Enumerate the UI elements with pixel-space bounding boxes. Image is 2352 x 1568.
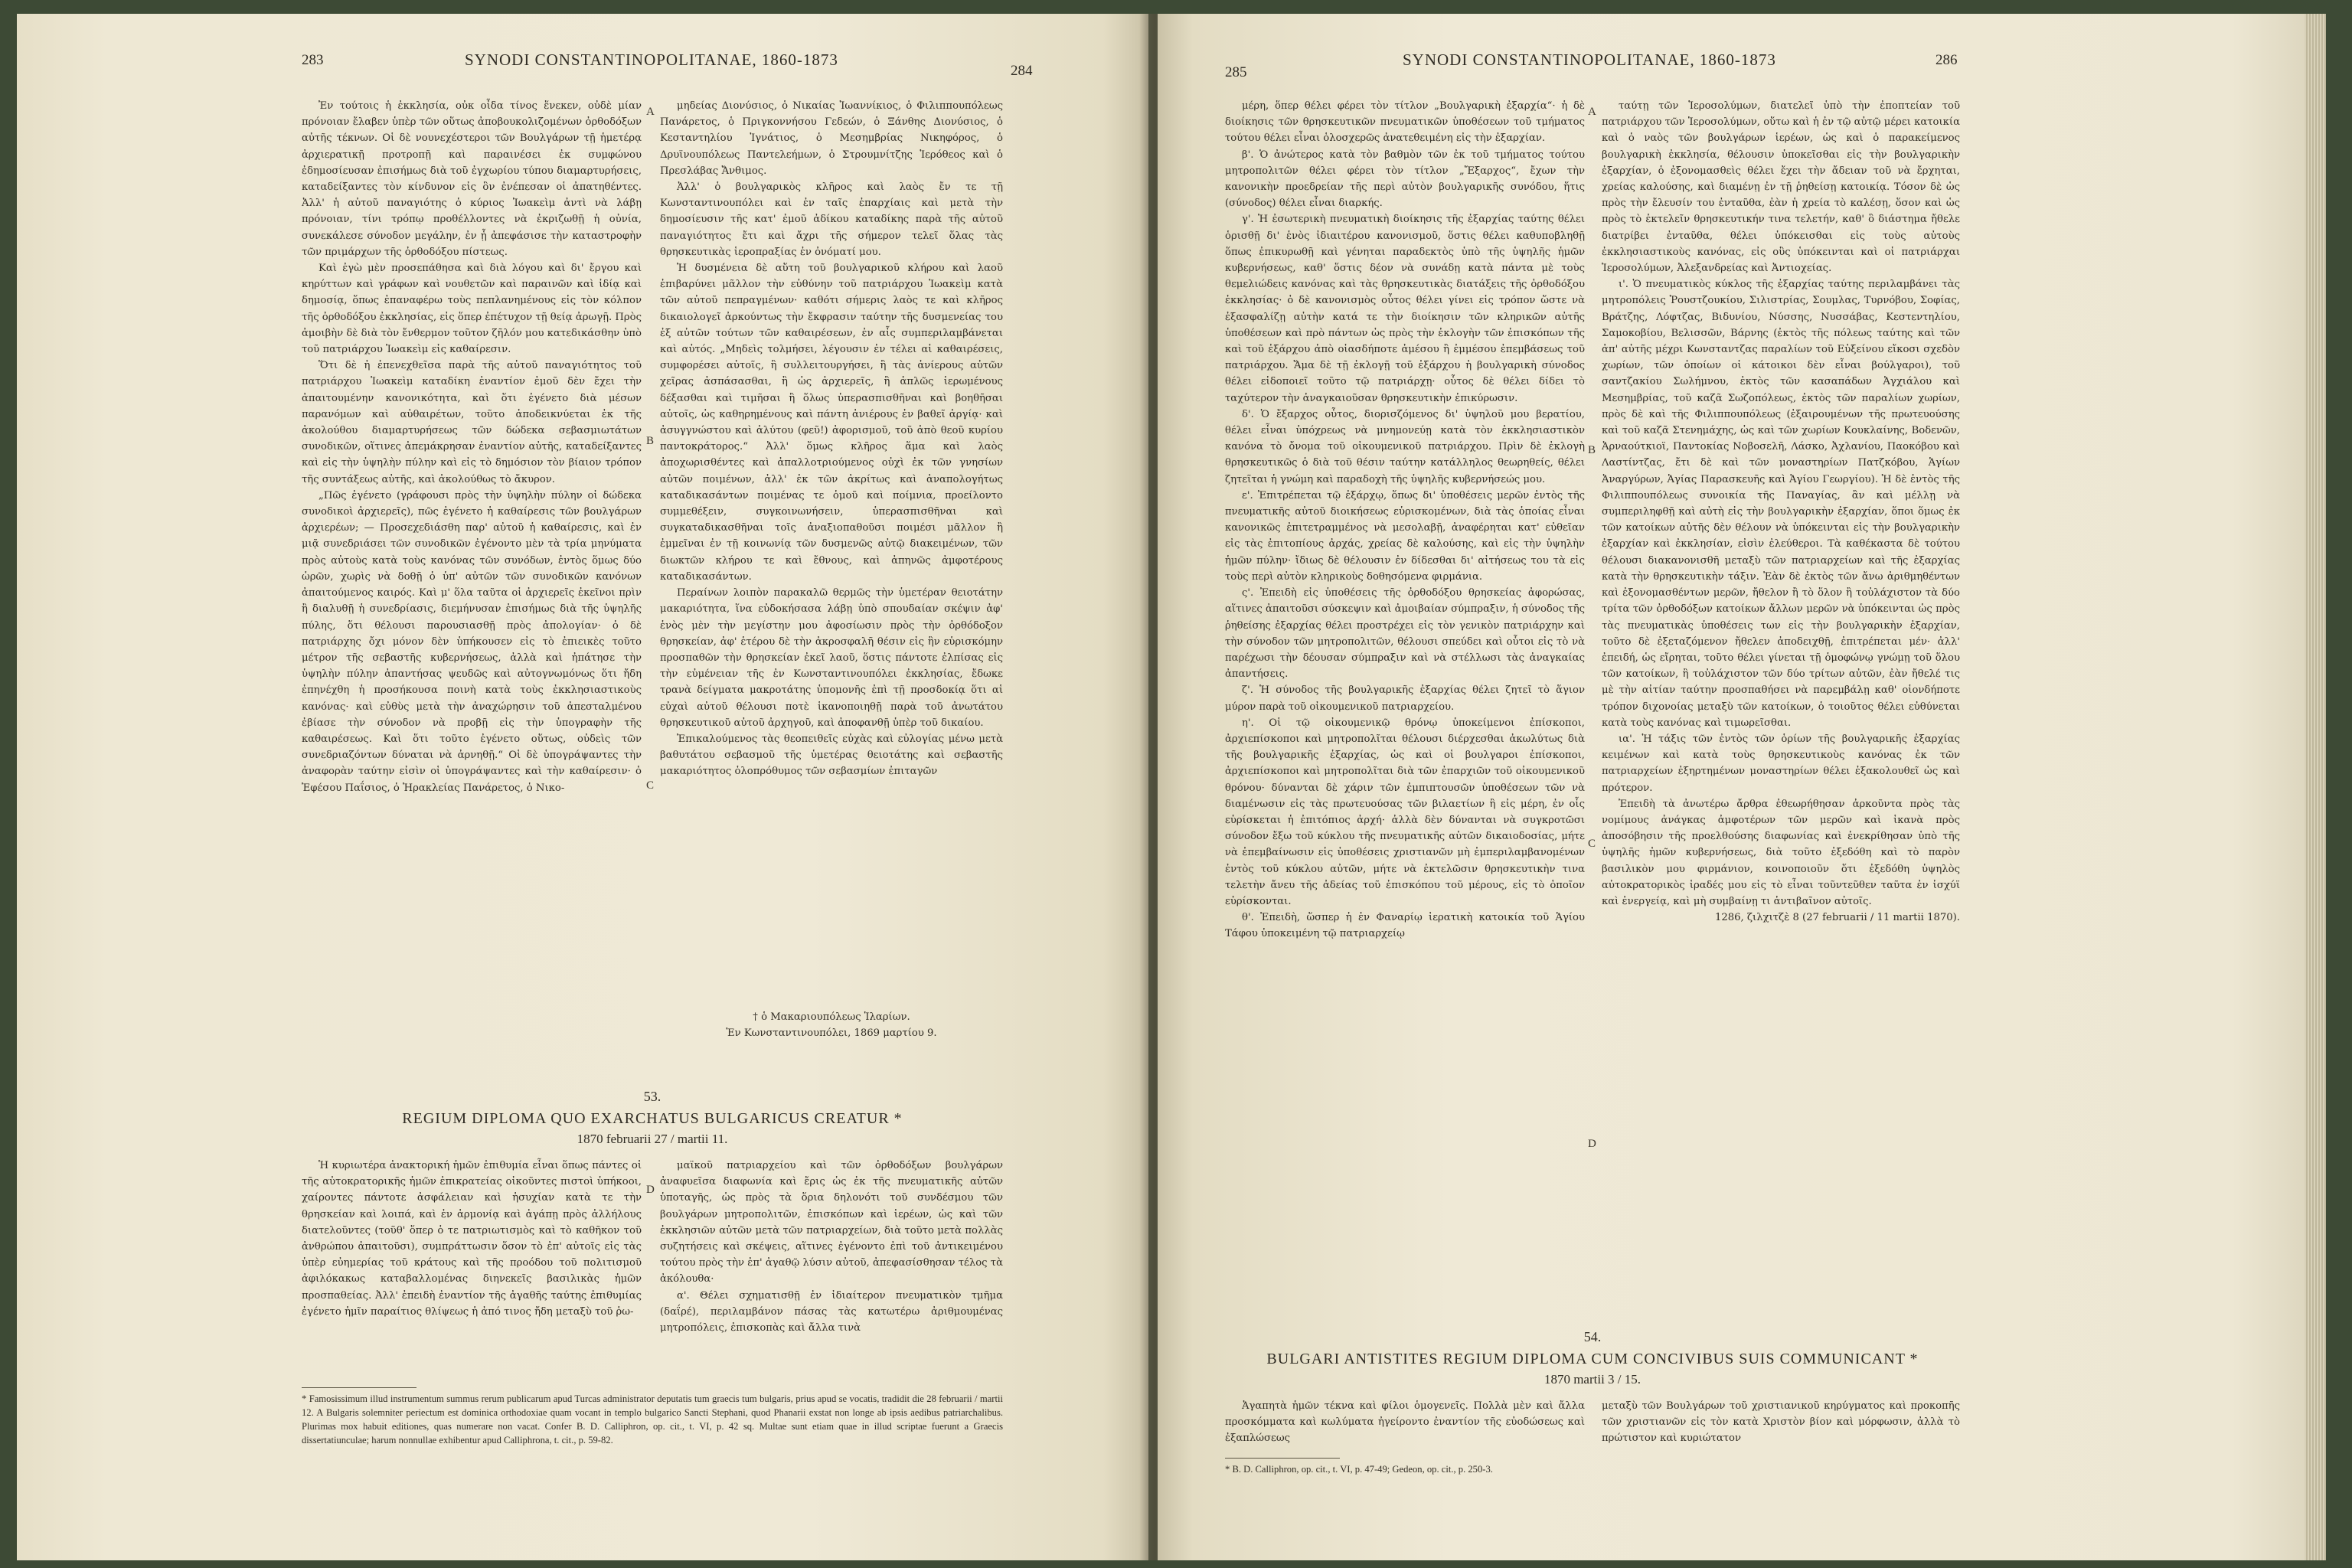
margin-letter: A [1588, 106, 1596, 118]
paragraph: Ἐν τούτοις ἡ ἐκκλησία, οὐκ οἶδα τίνος ἕνεκεν, οὐδὲ μίαν πρόνοιαν ἔλαβεν ὑπὲρ τῶν οὕτως ἀποβουκολιζομένων ὀρθοδόξων αὐτῆς τέκνων. Οἱ δὲ νουνεχέστεροι τῶν Βουλγάρων τῇ ἡμετέρᾳ ἀρχιερατικῇ προτροπῇ καὶ παραινέσει ἐκ συμφώνου ἐδημοσίευσαν ἐπισήμως διὰ τοῦ ἐγχωρίου τύπου διαμαρτυρήσεις, καταδείξαντες τὸν κίνδυνον εἰς ὃν ἐνέπεσαν οἱ ἀπατηθέντες. Ἀλλ' ἡ αὐτοῦ παναγιότης ὁ κύριος Ἰωακεὶμ ἀντὶ νὰ λάβῃ πρόνοιαν, τίνι τρόπῳ προθέλλοντες νὰ ἐκριζωθῇ ἡ οὐνία, συνεκάλεσε σύνοδον μεγάλην, ἐν ᾗ ἀπεφάσισε τὴν καταστροφὴν τῶν πριμάρχων τῆς ὀρθοδόξου πίστεως. [302, 100, 642, 258]
page-number: 283 [302, 52, 324, 68]
text-column-right [660, 98, 1003, 1005]
signature-block [660, 1009, 1003, 1046]
page-number: 284 [1011, 63, 1033, 79]
book-spread [17, 14, 2326, 1560]
margin-letter: A [646, 106, 655, 118]
page-edges [2305, 14, 2326, 1560]
paragraph: μέρη, ὅπερ θέλει φέρει τὸν τίτλον „Βουλγαρικὴ ἐξαρχία“· ἡ δὲ διοίκησις τῶν θρησκευτικῶν πνευματικῶν ὑποθέσεων τοῦ τμήματος τούτου θέλει εἶναι ὁλοσχερῶς ἀνατεθειμένη εἰς τὴν ἐξαρχίαν. [1225, 100, 1585, 145]
paragraph: ια'. Ἡ τάξις τῶν ἐντὸς τῶν ὁρίων τῆς βουλγαρικῆς ἐξαρχίας κειμένων καὶ κατὰ τοὺς θρησκευτικοὺς κανόνας ἐκ τῶν πατριαρχείων ἐξηρτημένων μοναστηρίων θέλει ἐξακολουθεῖ ὡς καὶ πρότερον. [1602, 733, 1960, 794]
paragraph: μηδείας Διονύσιος, ὁ Νικαίας Ἰωαννίκιος, ὁ Φιλιππουπόλεως Πανάρετος, ὁ Πριγκοννήσου Γεδεών, ὁ Ξάνθης Διονύσιος, ὁ Κεσταντηλίου Ἰγνάτιος, ὁ Μεσημβρίας Νικηφόρος, ὁ Δρυϊνουπόλεως Παντελεήμων, ὁ Στρουμνίτζης Ἱερόθεος καὶ ὁ Πρεσλάβας Ἄνθιμος. [660, 100, 1003, 177]
margin-letter: C [646, 779, 655, 792]
paragraph: Ἡ κυριωτέρα ἀνακτορική ἡμῶν ἐπιθυμία εἶναι ὅπως πάντες οἱ τῆς αὐτοκρατορικῆς ἡμῶν ἐπικρατείας οἰκοῦντες πιστοὶ ὑπήκοοι, χαίροντες πάντοτε ἀσφάλειαν καὶ ἡσυχίαν κατὰ τε τὴν θρησκείαν καὶ λοιπά, καὶ ἐν ἁρμονίᾳ καὶ ἀγάπῃ πρὸς ἀλλήλους διατελοῦντες (τοῦθ' ὅπερ ὁ τε πατριωτισμὸς καὶ τὸ καθῆκον τοῦ ἀνθρώπου ἀπαιτοῦσι), συμπράττωσιν ὅσον τὸ ἐπ' αὐτοῖς εἰς τὰς ὑπὲρ εὐημερίας τοῦ κράτους καὶ τῆς προόδου τοῦ πολιτισμοῦ ἀφιλόκακως καταβαλλομένας διηνεκεῖς βασιλικὰς ἡμῶν προσπαθείας. Ἀλλ' ἐπειδὴ ἐναντίον τῆς ἀγαθῆς ταύτης ἐπιθυμίας ἐγένετο ἡμῖν παραίτιος θλίψεως ἡ ἀπό τινος ἤδη μεταξὺ τοῦ ῥω- [302, 1160, 642, 1318]
paragraph: θ'. Ἐπειδὴ, ὥσπερ ἡ ἐν Φαναρίῳ ἱερατικὴ κατοικία τοῦ Ἁγίου Τάφου ὑποκειμένη τῷ πατριαρχείῳ [1225, 912, 1585, 940]
paragraph: „Πῶς ἐγένετο (γράφουσι πρὸς τὴν ὑψηλὴν πύλην οἱ δώδεκα συνοδικοὶ ἀρχιερεῖς), πῶς ἐγένετο ἡ καθαίρεσις τῶν βουλγάρων ἀρχιερέων; — Προσεχεδιάσθη παρ' αὐτοῦ ἡ καθαίρεσις, καὶ ἐν μιᾷ συνεδριάσει τῶν συνοδικῶν ἐγένοντο μὲν τὰ τρία μηνύματα πρὸς αὐτοὺς κατὰ τοὺς κανόνας τῶν συνόδων, ἐντὸς ὅμως δύο ὡρῶν, χωρὶς νὰ δοθῇ ὁ ὑπ' αὐτῶν τῶν συνοδικῶν κανόνων ἀπαιτούμενος καιρός. Καὶ μ' ὅλα ταῦτα οἱ ἀρχιερεῖς ἐκεῖνοι πρὶν ἢ διαλυθῇ ἡ συνεδρίασις, διεμήνυσαν ἐπισήμως διὰ τῆς ὑψηλῆς πύλης, ὅτι θέλουσι παρουσιασθῇ πρὸς ἀπολογίαν· ὁ δὲ πατριάρχης ὄχι μόνον δὲν ὑπήκουσεν εἰς τὸ ἐπιεικὲς τοῦτο μέτρον τῆς σεβαστῆς κυβερνήσεως, ἀλλὰ καὶ ἠπάτησε τὴν ὑψηλὴν πύλην ἀπαντήσας ψευδῶς καὶ αὐτογνωμόνως ὅτι ἤδη ἐπηνέχθη ἡ προσήκουσα ποινὴ κατὰ τοὺς ἐκκλησιαστικοὺς κανόνας· καὶ εὐθὺς μετὰ τὴν ἀναχώρησιν τοῦ ἀπεσταλμένου ἐβίασε τὴν σύνοδον νὰ προβῇ εἰς τὴν ὑπογραφὴν τῆς καθαιρέσεως. Καὶ ὅτι τοῦτο ἐγένετο οὕτως, οὐδεὶς τῶν συνεδριαζόντων δύναται νὰ ἀρνηθῇ.“ Οἱ δὲ ὑπογράψαντες τὴν ἀναφορὰν ταύτην εἰσὶν οἱ ὑπογράψαντες καὶ τὴν καθαίρεσιν· ὁ Ἐφέσου Παΐσιος, ὁ Ἡρακλείας Πανάρετος, ὁ Νικο- [302, 489, 642, 794]
margin-letter: B [1588, 444, 1596, 456]
paragraph: μαϊκοῦ πατριαρχείου καὶ τῶν ὀρθοδόξων βουλγάρων ἀναφυεῖσα διαφωνία καὶ ἔρις ὡς ἐκ τῆς πνευματικῆς αὐτῶν ὑποταγῆς, ὡς πρὸς τὰ ὅρια δηλονότι τοῦ συνδέσμου τῶν βουλγάρων μητροπολιτῶν, ἐπισκόπων καὶ ἱερέων, ὡς καὶ τῶν ἐκκλησιῶν αὐτῶν μετὰ τῶν πατριαρχείων, διὰ τοῦτο μετὰ πολλὰς συζητήσεις καὶ σκέψεις, αἵτινες ἐγένοντο ἐπὶ τοῦ ἀντικειμένου τούτου πρὸς τὴν ἐπ' ἀγαθῷ λύσιν αὐτοῦ, ἀπεφασίσθησαν τέλος τὰ ἀκόλουθα· [660, 1160, 1003, 1285]
paragraph: Ἐπειδὴ τὰ ἀνωτέρω ἄρθρα ἐθεωρήθησαν ἀρκοῦντα πρὸς τὰς νομίμους ἀνάγκας ἀμφοτέρων τῶν μερῶν καὶ ἱκανὰ πρὸς ἀποσόβησιν τῆς προελθούσης διαφωνίας καὶ ἐνεκρίθησαν ὑπὸ τῆς ὑψηλῆς ἡμῶν κυβερνήσεως, διὰ τοῦτο ἐξεδόθη καὶ τὸ παρὸν βασιλικὸν μου φιρμάνιον, κοινοποιοῦν ὅτι ἐξεδόθη ὑψηλὸς αὐτοκρατορικὸς ἱραδές μου εἰς τὸ εἶναι τοῦντεῦθεν ταῦτα ἐν ἰσχύϊ καὶ ἐνεργείᾳ, καὶ μὴ συμβαίνῃ τι ἀντιβαῖνον αὐτοῖς. [1602, 798, 1960, 907]
margin-letter: B [646, 435, 655, 447]
margin-letter: D [646, 1184, 655, 1196]
paragraph: η'. Οἱ τῷ οἰκουμενικῷ θρόνῳ ὑποκείμενοι ἐπίσκοποι, ἀρχιεπίσκοποι καὶ μητροπολῖται θέλουσι διέρχεσθαι ἀκωλύτως διὰ τῆς βουλγαρικῆς ἐξαρχίας, ὡς καὶ οἱ βουλγαροι ἐπίσκοποι, ἀρχιεπίσκοποι καὶ μητροπολῖται διὰ τῶν ἐπαρχιῶν τοῦ οἰκουμενικοῦ θρόνου· δύνανται δὲ χάριν τῶν ἐμπιπτουσῶν ὑποθέσεων τῶν νὰ διαμένωσιν εἰς τὰς πρωτευούσας τῶν βιλαετίων ἢ εἰς μέρη, ἐν οἷς εὑρίσκεται ἡ ἐπιτόπιος ἀρχή· ἀλλὰ δὲν δύνανται νὰ συγκροτῶσι σύνοδον ἔξω τοῦ κύκλου τῆς πνευματικῆς αὐτῶν δικαιοδοσίας, μήτε νὰ ἐπεμβαίνωσιν εἰς ὑποθέσεις χριστιανῶν μὴ ἐμπεριλαμβανομένων ἐντὸς τοῦ κύκλου αὐτῶν, μήτε νὰ ἐκτελῶσιν θρησκευτικὴν τινα τελετὴν ἄνευ τῆς ἀδείας τοῦ ἐπισκόπου τοῦ μέρους, εἰς τὸ ὁποῖον εὑρίσκονται. [1225, 717, 1585, 907]
diploma-column-right [660, 1158, 1003, 1384]
paragraph: ταύτῃ τῶν Ἱεροσολύμων, διατελεῖ ὑπὸ τὴν ἐποπτείαν τοῦ πατριάρχου τῶν Ἱεροσολύμων, οὕτω καὶ ἡ ἐν τῷ αὐτῷ μέρει κατοικία καὶ ὁ ναὸς τῶν βουλγάρων ἱερέων, ὡς καὶ ὁ παρακείμενος βουλγαρικὴ ἐκκλησία, θέλουσιν ὑποκεῖσθαι εἰς τὴν βουλγαρικὴν ἐξαρχίαν, ὁ ἐξονομασθεὶς θέλει ἔχει τὴν ἄδειαν τοῦ νὰ ἔρχηται, χρείας καλούσης, καὶ διαμένῃ ἐν τῇ ῥηθείσῃ κατοικίᾳ. Τόσον δὲ ὡς πρὸς τὴν ἔλευσίν του ἐνταῦθα, ἐὰν ἡ χρεία τὸ καλέσῃ, ὅσον καὶ ὡς πρὸς τὸ ἐκτελεῖν θρησκευτικήν τινα τελετήν, καθ' ὃ διάστημα ἤθελε διατρίβει ἐνταῦθα, θέλει ὑπόκεισθαι εἰς τοὺς αὐτοὺς ἐκκλησιαστικοὺς κανόνας, εἰς οὓς ὑπόκεινται καὶ οἱ πατριάρχαι Ἱεροσολύμων, Ἀλεξανδρείας καὶ Ἀντιοχείας. [1602, 100, 1960, 275]
paragraph: α'. Θέλει σχηματισθῇ ἐν ἰδιαίτερον πνευματικὸν τμῆμα (δαΐρέ), περιλαμβάνον πάσας τὰς κατωτέρω ἀριθμουμένας μητροπόλεις, ἐπισκοπὰς καὶ ἄλλα τινὰ [660, 1289, 1003, 1334]
paragraph: ι'. Ὁ πνευματικὸς κύκλος τῆς ἐξαρχίας ταύτης περιλαμβάνει τὰς μητροπόλεις Ῥουστζουκίου, Σιλιστρίας, Σουμλας, Τυρνόβου, Σοφίας, Βράτζης, Λόφτζας, Βιδυνίου, Νύσσης, Νυσσάβας, Κεστεντηλίου, Σαμοκοβίου, Βελισσῶν, Βάρνης (ἐκτὸς τῆς πόλεως ταύτης καὶ τῶν ἀπ' αὐτῆς μέχρι Κωνσταντζας παραλίων τοῦ Εὐξείνου εἴκοσι σχεδὸν χωρίων, τῶν ὁποίων οἱ κάτοικοι δὲν εἶναι βούλγαροι), τοῦ σαντζακίου Σωλήμνου, ἐκτὸς τῶν κασαπάδων Ἀγχιάλου καὶ Μεσημβρίας, τοῦ καζᾶ Σωζοπόλεως, ἐκτὸς τῶν παραλίων χωρίων, πρὸς δὲ καὶ τῆς Φιλιππουπόλεως (ἐξαιρουμένων τῆς πρωτευούσης καὶ τοῦ καζᾶ Στενημάχης, ὡς καὶ τῶν χωρίων Κουκλαίνης, Βοδενῶν, Ἀρναούτκιοϊ, Παντοκίας Νοβοσελῆ, Λάσκο, Ἀχλανίου, Παοκόβου καὶ Λαστίντζας, ἔτι δὲ καὶ τῶν μοναστηρίων Πατζκόβου, Ἁγίων Ἀναργύρων, Ἁγίας Παρασκευῆς καὶ Ἁγίου Γεωργίου). Ἡ δὲ ἐντὸς τῆς Φιλιππουπόλεως συνοικία τῆς Παναγίας, ἂν καὶ μέλλῃ νὰ συμπεριληφθῇ καὶ αὐτὴ εἰς τὴν βουλγαρικὴν ἐξαρχίαν, ὅποι ὅμως ἐκ τῶν κατοίκων αὐτῆς δὲν θέλουν νὰ ὑπόκεινται εἰς τὴν βουλγαρικὴν ἐξαρχίαν καὶ ἐκκλησίαν, εἰσὶν ἐλεύθεροι. Τὰ καθέκαστα δὲ τούτου θέλουσι διακανονισθῆ μεταξὺ τῶν πατριαρχείων καὶ τῆς ἐξαρχίας κατὰ τὴν θρησκευτικὴν τάξιν. Ἐὰν δὲ ἐκτὸς τῶν ἄνω ἀριθμηθέντων καὶ ἐξονομασθέντων μερῶν, ἤθελον ἢ τὸ ὅλον ἢ τοὐλάχιστον τὰ δύο τρίτα τῶν ὀρθοδόξων κατοίκων ἄλλων μερῶν νὰ ὑπόκεινται ὡς πρὸς τὰς πνευματικὰς ὑποθέσεις των εἰς τὴν βουλγαρικὴν ἐξαρχίαν, τοῦτο δὲ ἐξεταζόμενον ἤθελεν ἀποδειχθῇ, ἐπιτρέπεται μέν· ἀλλ' ἐπειδή, ὡς εἴρηται, τοῦτο θέλει γίνεται τῇ ὁμοφώνῳ γνώμῃ τοῦ ὅλου τῶν κατοίκων, ἢ τοὐλάχιστον τῶν δύο τρίτων αὐτῶν, ἐὰν ἤθελέ τις μὲ τὴν αἰτίαν ταύτην προσπαθήσει νὰ παρεμβάλῃ καθ' οἱονδήποτε τρόπον διχονοίας μεταξὺ τῶν κατοίκων, ὁ τοιοῦτος θέλει εὐθύνεται κατὰ τοὺς κανόνας καὶ τιμωρεῖσθαι. [1602, 279, 1960, 729]
footnote-rule [302, 1387, 416, 1388]
paragraph: Ἐπικαλούμενος τὰς θεοπειθεῖς εὐχὰς καὶ εὐλογίας μένω μετὰ βαθυτάτου σεβασμοῦ τῆς ὑμετέρας θειοτάτης καὶ σεβαστῆς μακαριότητος ὁλοπρόθυμος τῶν σεβασμίων ἐπιταγῶν [660, 733, 1003, 778]
paragraph: μεταξὺ τῶν Βουλγάρων τοῦ χριστιανικοῦ κηρύγματος καὶ προκοπῆς τῶν χριστιανῶν εἰς τὸν κατὰ Χριστὸν βίον καὶ μόρφωσιν, ἀλλὰ τὸ πρώτιστον καὶ κυριώτατον [1602, 1400, 1960, 1445]
document-number: 54. [1583, 1329, 1602, 1344]
document-date: 1870 februarii 27 / martii 11. [577, 1132, 728, 1146]
paragraph: ς'. Ἐπειδὴ εἰς ὑποθέσεις τῆς ὀρθοδόξου θρησκείας ἀφορώσας, αἵτινες ἀπαιτοῦσι σύσκεψιν καὶ ἀμοιβαίαν σύμπραξιν, ἡ σύνοδος τῆς ῥηθείσης ἐξαρχίας θέλει προστρέχει εἰς τὸν γενικὸν πατριάρχην καὶ τὴν σύνοδον τῶν μητροπολιτῶν, θέλουσι σπεύδει καὶ οὗτοι εἰς τὸ νὰ παρέχωσι τὴν δέουσαν σύμπραξιν καὶ νὰ στέλλωσι τὰς ἀναγκαίας ἀπαντήσεις. [1225, 587, 1585, 681]
document-number: 53. [643, 1089, 662, 1104]
paragraph: Καὶ ἐγὼ μὲν προσεπάθησα καὶ διὰ λόγου καὶ δι' ἔργου καὶ κηρύττων καὶ γράφων καὶ νουθετῶν καὶ παραινῶν καὶ ἰδίᾳ καὶ δημοσίᾳ, ὅπως ἐπαναφέρω τοὺς πεπλανημένους εἰς τὸν κόλπον τῆς ὀρθοδόξου ἐκκλησίας, εἰς ὅπερ ἐπέτυχον τῇ θείᾳ ἀρωγῇ. Πρὸς ἀμοιβὴν δὲ διὰ τὸν ἔνθερμον τοῦτον ζῆλόν μου κατεδικάσθην ὑπὸ τοῦ πατριάρχου Ἰωακεὶμ εἰς καθαίρεσιν. [302, 263, 642, 356]
footnote: * B. D. Calliphron, op. cit., t. VI, p. 47-49; Gedeon, op. cit., p. 250-3. [1225, 1464, 1493, 1475]
margin-letter: C [1588, 838, 1596, 850]
paragraph: Περαίνων λοιπὸν παρακαλῶ θερμῶς τὴν ὑμετέραν θειοτάτην μακαριότητα, ἵνα εὐδοκήσασα λάβῃ ὑπὸ σπουδαίαν σκέψιν ἀφ' ἑνὸς μὲν τὴν μεγίστην μου ἀφοσίωσιν πρὸς τὴν ὀρθόδοξον θρησκείαν, ἀφ' ἑτέρου δὲ τὴν ἀκροσφαλῆ θέσιν εἰς ἣν εὑρισκόμην προσπαθῶν τὴν θρησκείαν ἐκεῖ λαοῦ, ὅστις πάντοτε ἐλπίσας εἰς τὴν εὐμένειαν τῆς ἐν Κωνσταντινουπόλει ἐκκλησίας, ἔδωκε τρανὰ δείγματα μακροτάτης ὑπομονῆς ἐπὶ τῇ προσδοκίᾳ ὅτι αἱ εὐχαὶ αὐτοῦ θέλουσι ποτὲ ἱκανοποιηθῇ παρὰ τοῦ ἀνωτάτου θρησκευτικοῦ αὐτοῦ ἀρχηγοῦ, καὶ ἀποφανθῇ ὑπὲρ τοῦ δικαίου. [660, 587, 1003, 729]
footnote-rule [1225, 1458, 1340, 1459]
paragraph: γ'. Ἡ ἐσωτερικὴ πνευματικὴ διοίκησις τῆς ἐξαρχίας ταύτης θέλει ὁρισθῇ δι' ἑνὸς ἰδιαιτέρου κανονισμοῦ, ὅστις θέλει καθυποβληθῇ ὅπως ἐπικυρωθῇ καὶ γένηται παραδεκτὸς ὑπὸ τῆς ὑψηλῆς ἡμῶν κυβερνήσεως, καθ' ὅστις δέον νὰ συνάδῃ κατὰ πάντα μὲ τοὺς θεμελιώδεις κανόνας καὶ τὰς θρησκευτικὰς διατάξεις τῆς ὀρθοδόξου ἐκκλησίας· ὁ δὲ κανονισμὸς οὗτος θέλει γίνει εἰς τρόπον ὥστε νὰ ἐξασφαλίζῃ αὐτὴν κατά τε τὴν διοίκησιν τῶν κληρικῶν αὐτῆς ὑποθέσεων καὶ πρὸ πάντων ὡς πρὸς τὴν ἐκλογὴν τῶν ἐπισκόπων τῆς καὶ τοῦ ἐξάρχου ἀπὸ οἱασδήποτε ἀμέσου ἢ ἐμμέσου ἐπεμβάσεως τοῦ πατριάρχου. Ἅμα δὲ τῇ ἐκλογῇ τοῦ ἐξάρχου ἡ βουλγαρικὴ σύνοδος θέλει εἰδοποιεῖ τοῦτο τῷ πατριάρχῃ· οὗτος δὲ θέλει δίδει τὸ ταχύτερον τὴν ἀναγκαιοῦσαν θρησκευτικὴν ἐπικύρωσιν. [1225, 214, 1585, 404]
margin-letter: D [1588, 1138, 1596, 1150]
text-column-right [1602, 98, 1960, 1312]
letter-column-left [1225, 1398, 1585, 1449]
paragraph: Ἀγαπητὰ ἡμῶν τέκνα καὶ φίλοι ὁμογενεῖς. Πολλὰ μὲν καὶ ἄλλα προσκόμματα καὶ κωλύματα ἠγείροντο ἐναντίον τῆς εὐοδώσεως καὶ ἐξαπλώσεως [1225, 1400, 1585, 1445]
signature-place-date: Ἐν Κωνσταντινουπόλει, 1869 μαρτίου 9. [726, 1027, 937, 1040]
right-page [1158, 14, 2326, 1560]
running-header: SYNODI CONSTANTINOPOLITANAE, 1860-1873 [1403, 51, 1776, 69]
signature: † ὁ Μακαριουπόλεως Ἱλαρίων. [753, 1011, 910, 1023]
page-number: 286 [1936, 52, 1958, 68]
paragraph: δ'. Ὁ ἔξαρχος οὗτος, διορισζόμενος δι' ὑψηλοῦ μου βερατίου, θέλει εἶναι ὑπόχρεως νὰ μνημονεύῃ κατὰ τὸν ἐκκλησιαστικὸν κανόνα τὸ ὄνομα τοῦ οἰκουμενικοῦ πατριάρχου. Πρὶν δὲ ἐκλογὴ θρησκευτικῶς ὁ διὰ τοῦ θέσιν ταύτην κατάλληλος θεωρηθείς, θέλει ζητεῖται ἡ γνώμη καὶ παραδοχὴ τῆς ὑψηλῆς κυβερνήσεώς μου. [1225, 408, 1585, 485]
running-header: SYNODI CONSTANTINOPOLITANAE, 1860-1873 [465, 51, 838, 69]
letter-column-right [1602, 1398, 1960, 1449]
date-line: 1286, ζιλχιτζὲ 8 (27 februarii / 11 martii 1870). [1714, 912, 1960, 924]
diploma-column-left [302, 1158, 642, 1384]
left-page [17, 14, 1148, 1560]
paragraph: Ἡ δυσμένεια δὲ αὕτη τοῦ βουλγαρικοῦ κλήρου καὶ λαοῦ ἐπιβαρύνει μᾶλλον τὴν εὐθύνην τοῦ πατριάρχου Ἰωακεὶμ κατὰ τῶν αὐτοῦ πεπραγμένων· καθότι σήμερις λαὸς τε καὶ κλῆρος δικαιολογεῖ ἀρκούντως τὴν ἔκφρασιν ταύτην τῆς δυσμενείας του ἐξ αὐτῶν τούτων τῶν καθαιρέσεων, ἐν αἷς συμπεριλαμβάνεται καὶ αὐτός. „Μηδεὶς τολμήσει, λέγουσιν ἐν τέλει αἱ καθαιρέσεις, συμφορέσει αὐτοῖς, ἢ συλλειτουργήσει, ἢ τὰς ἀνίερους αὐτῶν χεῖρας ἀσπάσασθαι, ἢ ὡς ἀρχιερεῖς, ἢ ἁπλῶς ἱερωμένους δέξασθαι καὶ τιμῆσαι ἢ ὅλως ὑπερασπισθῆναι καὶ βοηθῆσαι αὐτοῖς, ὡς καθηρημένους καὶ πάντη ἀνιέρους ἐν βαθεῖ ἀργίᾳ· καὶ ἀσυγγνώστου καὶ ἀλύτου (φεῦ!) ἀφορισμοῦ, τοῦ ἀπὸ θεοῦ κυρίου παντοκράτορος.“ Ἀλλ' ὅμως κλῆρος ἅμα καὶ λαὸς ἀποχωρισθέντες καὶ ἀπαλλοτριούμενος οὐχὶ ἐκ τῶν γνησίων αὐτῶν ποιμένων, ἀλλ' ἐκ τῶν ἀκρίτως καὶ ἀναπολογήτως καταδικασάντων ποιμένας τε ὁμοῦ καὶ ποίμνια, προείλοντο συμμεθέξειν, συγκοινωνήσειν, ὑπερασπισθῆναι καὶ συγκαταδικασθῆναι τοῖς ἀναξιοπαθοῦσι ποιμέσι μᾶλλον ἢ ἐμμεῖναι ἐν τῇ κοινωνίᾳ τῶν δυσμενῶς αὐτῷ διακειμένων, τῶν διωκτῶν κλήρου τε καὶ ἔθνους, καὶ ἀπηνῶς ἀμφοτέρους καταδικασάντων. [660, 263, 1003, 583]
text-column-left [302, 98, 642, 1089]
paragraph: Ἀλλ' ὁ βουλγαρικὸς κλῆρος καὶ λαὸς ἔν τε τῇ Κωνσταντινουπόλει καὶ ἐν ταῖς ἐπαρχίαις καὶ μετὰ τὴν δημοσίευσιν τῆς κατ' ἐμοῦ ἀδίκου καταδίκης παρὰ τῆς αὐτοῦ παναγιότητος ἔτι καὶ ἄχρι τῆς σήμερον τελεῖ ὅλας τὰς θρησκευτικὰς ἱεροπραξίας ἐν ὀνόματί μου. [660, 181, 1003, 258]
footnote: * Famosissimum illud instrumentum summus rerum publicarum apud Turcas administrator deputatis tum graecis tum bulgaris, prius apud se vocatis, tradidit die 28 februarii / martii 12. A Bulgaris solemniter periectum est dominica orthodoxiae quam vocant in templo bulgarico Sancti Stephani, quod Phanarii exstat non longe ab ipsis aedibus patriarchalibus. Plurimas mox habuit editiones, quas numerare non vacat. Confer B. D. Calliphron, op. cit., t. VI, p. 42 sq. Multae sunt etiam quae in illud scriptae fuerunt a Graecis dissertatiunculae; harum nonnullae exhibentur apud Calliphrona, t. cit., p. 59-82. [302, 1393, 1003, 1446]
document-date: 1870 martii 3 / 15. [1544, 1372, 1642, 1387]
paragraph: Ὅτι δὲ ἡ ἐπενεχθεῖσα παρὰ τῆς αὐτοῦ παναγιότητος τοῦ πατριάρχου Ἰωακεὶμ καταδίκη ἐναντίον ἐμοῦ δὲν ἔχει τὴν ἀπαιτουμένην κανονικότητα, καὶ ὅτι ἐγένετο διὰ μέσων παρανόμων καὶ αὐθαιρέτων, τοῦτο ἀποδεικνύεται ἐκ τῆς ἀκολούθου διαμαρτυρήσεως τῶν δώδεκα σεβασμιωτάτων συνοδικῶν, οἵτινες ἀπεμάκρησαν ἐναντίον αὐτῆς, καταδείξαντες καὶ εἰς τὴν ὑψηλὴν πύλην καὶ εἰς τὸ δημόσιον τὸν βίαιον τρόπον τῆς συντάξεως αὐτῆς, καὶ ἀκολούθως τὸ ἄκυρον. [302, 360, 642, 485]
paragraph: ζ'. Ἡ σύνοδος τῆς βουλγαρικῆς ἐξαρχίας θέλει ζητεῖ τὸ ἅγιον μύρον παρὰ τοῦ οἰκουμενικοῦ πατριαρχείου. [1225, 684, 1585, 713]
document-title: REGIUM DIPLOMA QUO EXARCHATUS BULGARICUS CREATUR * [402, 1110, 903, 1127]
paragraph: β'. Ὁ ἀνώτερος κατὰ τὸν βαθμὸν τῶν ἐκ τοῦ τμήματος τούτου μητροπολιτῶν θέλει φέρει τὸν τίτλον „Ἔξαρχος“, ἔχων τὴν κανονικὴν προεδρείαν τῆς περὶ αὐτὸν βουλγαρικῆς συνόδου, ἥτις (σύνοδος) θέλει εἶναι διαρκής. [1225, 149, 1585, 210]
paragraph: ε'. Ἐπιτρέπεται τῷ ἐξάρχῳ, ὅπως δι' ὑποθέσεις μερῶν ἐντὸς τῆς πνευματικῆς αὐτοῦ διοικήσεως εὑρισκομένων, διὰ τὰς ὁποίας εἶναι κανονικῶς ἐπιτετραμμένος νὰ μεσολαβῇ, ἀναφέρηται κατ' εὐθεῖαν εἰς τὰς ἐπιτοπίους ἀρχάς, χρείας δὲ καλούσης, καὶ εἰς τὴν ὑψηλὴν ἡμῶν πύλην· ἴδιως δὲ θέλουσιν ἐν δίδεσθαι δι' αἰτήσεως του τὰ εἰς τοὺς περὶ αὐτὸν κληρικοὺς δοθησόμενα φιρμάνια. [1225, 489, 1585, 583]
text-column-left [1225, 98, 1585, 1312]
page-number: 285 [1225, 64, 1247, 80]
document-title: BULGARI ANTISTITES REGIUM DIPLOMA CUM CONCIVIBUS SUIS COMMUNICANT * [1266, 1351, 1919, 1367]
